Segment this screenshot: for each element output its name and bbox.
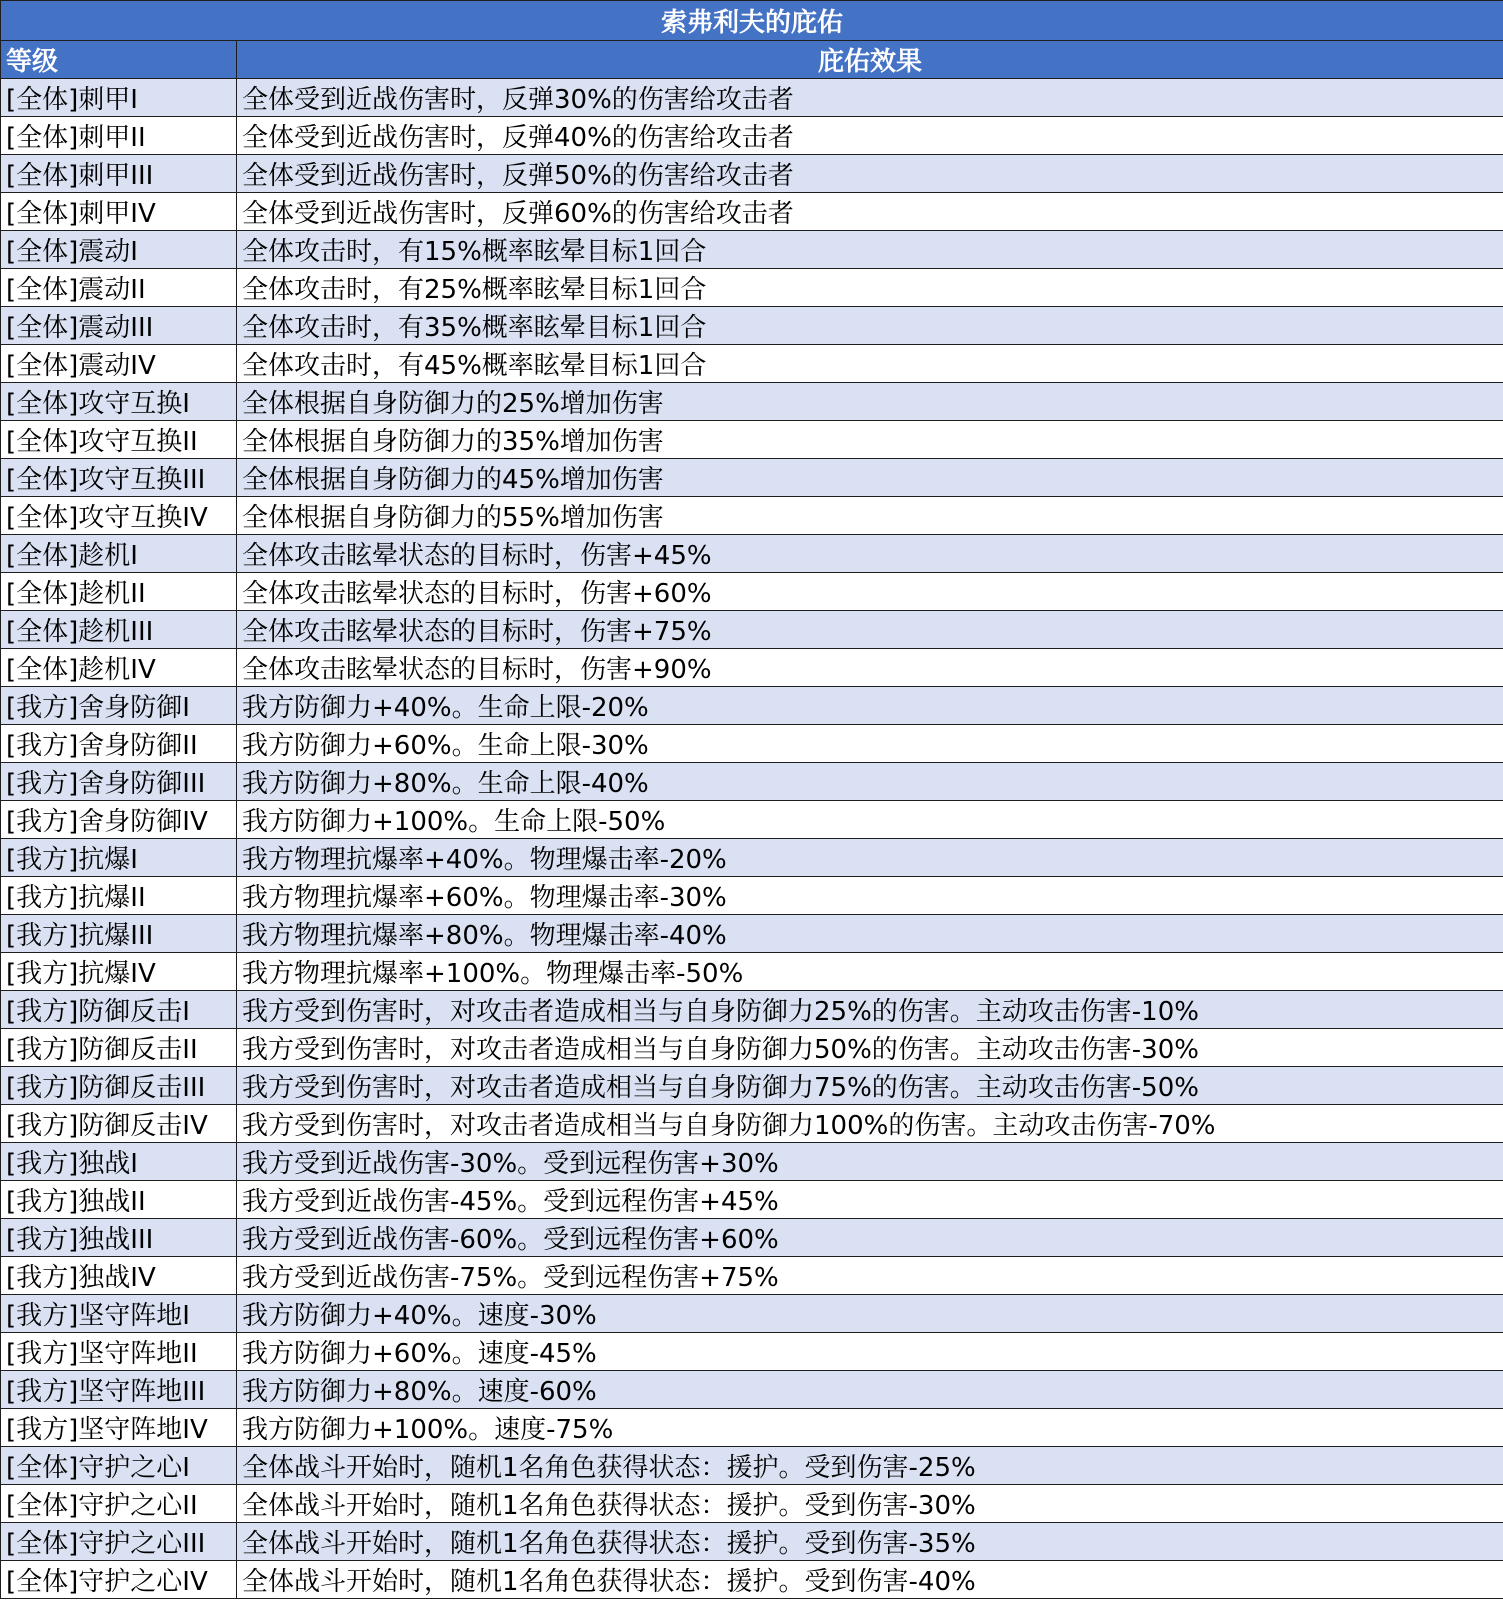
table-row xyxy=(1,573,1503,611)
level-cell[interactable]: [我方]抗爆II xyxy=(1,877,237,915)
table-row xyxy=(1,1181,1503,1219)
effect-cell[interactable]: 全体战斗开始时，随机1名角色获得状态：援护。受到伤害-35% xyxy=(237,1523,1503,1561)
effect-cell[interactable]: 全体受到近战伤害时，反弹40%的伤害给攻击者 xyxy=(237,117,1503,155)
effect-cell[interactable]: 全体根据自身防御力的45%增加伤害 xyxy=(237,459,1503,497)
column-header-effect[interactable]: 庇佑效果 xyxy=(237,41,1503,79)
effect-cell[interactable]: 全体受到近战伤害时，反弹60%的伤害给攻击者 xyxy=(237,193,1503,231)
level-cell[interactable]: [全体]震动I xyxy=(1,231,237,269)
effect-cell[interactable]: 全体攻击眩晕状态的目标时，伤害+60% xyxy=(237,573,1503,611)
level-cell[interactable]: [全体]守护之心II xyxy=(1,1485,237,1523)
effect-cell[interactable]: 我方防御力+40%。生命上限-20% xyxy=(237,687,1503,725)
effect-cell[interactable]: 我方防御力+80%。速度-60% xyxy=(237,1371,1503,1409)
level-cell[interactable]: [全体]刺甲III xyxy=(1,155,237,193)
level-cell[interactable]: [全体]趁机II xyxy=(1,573,237,611)
table-row xyxy=(1,725,1503,763)
effect-cell[interactable]: 全体攻击时，有25%概率眩晕目标1回合 xyxy=(237,269,1503,307)
level-cell[interactable]: [我方]坚守阵地IV xyxy=(1,1409,237,1447)
effect-cell[interactable]: 全体根据自身防御力的35%增加伤害 xyxy=(237,421,1503,459)
effect-cell[interactable]: 我方物理抗爆率+60%。物理爆击率-30% xyxy=(237,877,1503,915)
table-row xyxy=(1,1219,1503,1257)
table-row xyxy=(1,1485,1503,1523)
table-row xyxy=(1,117,1503,155)
level-cell[interactable]: [我方]独战I xyxy=(1,1143,237,1181)
table-row xyxy=(1,1257,1503,1295)
level-cell[interactable]: [全体]趁机I xyxy=(1,535,237,573)
table-row xyxy=(1,915,1503,953)
table-row xyxy=(1,763,1503,801)
level-cell[interactable]: [全体]攻守互换II xyxy=(1,421,237,459)
level-cell[interactable]: [我方]舍身防御I xyxy=(1,687,237,725)
effect-cell[interactable]: 全体攻击眩晕状态的目标时，伤害+75% xyxy=(237,611,1503,649)
table-row xyxy=(1,383,1503,421)
level-cell[interactable]: [我方]抗爆III xyxy=(1,915,237,953)
level-cell[interactable]: [我方]抗爆I xyxy=(1,839,237,877)
level-cell[interactable]: [全体]震动III xyxy=(1,307,237,345)
header-row xyxy=(1,41,1503,79)
level-cell[interactable]: [我方]坚守阵地II xyxy=(1,1333,237,1371)
level-cell[interactable]: [我方]舍身防御II xyxy=(1,725,237,763)
effect-cell[interactable]: 全体战斗开始时，随机1名角色获得状态：援护。受到伤害-30% xyxy=(237,1485,1503,1523)
table-row xyxy=(1,801,1503,839)
level-cell[interactable]: [全体]守护之心IV xyxy=(1,1561,237,1599)
table-row xyxy=(1,1523,1503,1561)
level-cell[interactable]: [我方]独战III xyxy=(1,1219,237,1257)
effect-cell[interactable]: 我方物理抗爆率+80%。物理爆击率-40% xyxy=(237,915,1503,953)
table-row xyxy=(1,1561,1503,1599)
effect-cell[interactable]: 全体受到近战伤害时，反弹30%的伤害给攻击者 xyxy=(237,79,1503,117)
table-row xyxy=(1,649,1503,687)
table-row xyxy=(1,1447,1503,1485)
level-cell[interactable]: [我方]舍身防御IV xyxy=(1,801,237,839)
effect-cell[interactable]: 我方受到伤害时，对攻击者造成相当与自身防御力75%的伤害。主动攻击伤害-50% xyxy=(237,1067,1503,1105)
level-cell[interactable]: [我方]坚守阵地I xyxy=(1,1295,237,1333)
effect-cell[interactable]: 我方受到伤害时，对攻击者造成相当与自身防御力100%的伤害。主动攻击伤害-70% xyxy=(237,1105,1503,1143)
level-cell[interactable]: [全体]守护之心III xyxy=(1,1523,237,1561)
level-cell[interactable]: [全体]刺甲II xyxy=(1,117,237,155)
effect-cell[interactable]: 我方物理抗爆率+40%。物理爆击率-20% xyxy=(237,839,1503,877)
effect-cell[interactable]: 全体攻击时，有35%概率眩晕目标1回合 xyxy=(237,307,1503,345)
title-row xyxy=(1,1,1503,41)
table-row xyxy=(1,839,1503,877)
level-cell[interactable]: [我方]防御反击I xyxy=(1,991,237,1029)
table-row xyxy=(1,1029,1503,1067)
level-cell[interactable]: [全体]刺甲I xyxy=(1,79,237,117)
table-body xyxy=(1,79,1503,1599)
level-cell[interactable]: [全体]趁机III xyxy=(1,611,237,649)
level-cell[interactable]: [全体]攻守互换I xyxy=(1,383,237,421)
table-row xyxy=(1,1371,1503,1409)
table-row xyxy=(1,1295,1503,1333)
level-cell[interactable]: [我方]抗爆IV xyxy=(1,953,237,991)
table-row xyxy=(1,497,1503,535)
level-cell[interactable]: [我方]独战IV xyxy=(1,1257,237,1295)
level-cell[interactable]: [全体]趁机IV xyxy=(1,649,237,687)
effect-cell[interactable]: 我方受到近战伤害-75%。受到远程伤害+75% xyxy=(237,1257,1503,1295)
effect-cell[interactable]: 我方受到近战伤害-60%。受到远程伤害+60% xyxy=(237,1219,1503,1257)
level-cell[interactable]: [我方]舍身防御III xyxy=(1,763,237,801)
table-row xyxy=(1,307,1503,345)
table-row xyxy=(1,1409,1503,1447)
effect-cell[interactable]: 我方受到近战伤害-45%。受到远程伤害+45% xyxy=(237,1181,1503,1219)
table-row xyxy=(1,79,1503,117)
table-row xyxy=(1,991,1503,1029)
effect-cell[interactable]: 全体受到近战伤害时，反弹50%的伤害给攻击者 xyxy=(237,155,1503,193)
effect-cell[interactable]: 全体根据自身防御力的55%增加伤害 xyxy=(237,497,1503,535)
effect-cell[interactable]: 全体攻击眩晕状态的目标时，伤害+90% xyxy=(237,649,1503,687)
effect-cell[interactable]: 我方物理抗爆率+100%。物理爆击率-50% xyxy=(237,953,1503,991)
effect-cell[interactable]: 我方受到伤害时，对攻击者造成相当与自身防御力50%的伤害。主动攻击伤害-30% xyxy=(237,1029,1503,1067)
table-row xyxy=(1,953,1503,991)
effect-cell[interactable]: 我方防御力+100%。生命上限-50% xyxy=(237,801,1503,839)
level-cell[interactable]: [全体]震动IV xyxy=(1,345,237,383)
level-cell[interactable]: [全体]震动II xyxy=(1,269,237,307)
effect-cell[interactable]: 我方防御力+100%。速度-75% xyxy=(237,1409,1503,1447)
table-row xyxy=(1,421,1503,459)
effect-cell[interactable]: 全体攻击时，有45%概率眩晕目标1回合 xyxy=(237,345,1503,383)
level-cell[interactable]: [全体]刺甲IV xyxy=(1,193,237,231)
effect-cell[interactable]: 我方防御力+80%。生命上限-40% xyxy=(237,763,1503,801)
level-cell[interactable]: [我方]坚守阵地III xyxy=(1,1371,237,1409)
effect-cell[interactable]: 全体攻击时，有15%概率眩晕目标1回合 xyxy=(237,231,1503,269)
effect-cell[interactable]: 我方受到伤害时，对攻击者造成相当与自身防御力25%的伤害。主动攻击伤害-10% xyxy=(237,991,1503,1029)
table-row xyxy=(1,155,1503,193)
level-cell[interactable]: [我方]独战II xyxy=(1,1181,237,1219)
table-row xyxy=(1,1143,1503,1181)
table-row xyxy=(1,345,1503,383)
table-row xyxy=(1,1067,1503,1105)
level-cell[interactable]: [全体]攻守互换IV xyxy=(1,497,237,535)
table-row xyxy=(1,231,1503,269)
level-cell[interactable]: [我方]防御反击IV xyxy=(1,1105,237,1143)
column-header-level[interactable]: 等级 xyxy=(1,41,237,79)
effect-cell[interactable]: 全体战斗开始时，随机1名角色获得状态：援护。受到伤害-40% xyxy=(237,1561,1503,1599)
table-row xyxy=(1,687,1503,725)
effect-cell[interactable]: 我方防御力+40%。速度-30% xyxy=(237,1295,1503,1333)
table-row xyxy=(1,877,1503,915)
effect-cell[interactable]: 我方防御力+60%。生命上限-30% xyxy=(237,725,1503,763)
effect-cell[interactable]: 我方受到近战伤害-30%。受到远程伤害+30% xyxy=(237,1143,1503,1181)
level-cell[interactable]: [全体]攻守互换III xyxy=(1,459,237,497)
effect-cell[interactable]: 全体根据自身防御力的25%增加伤害 xyxy=(237,383,1503,421)
table-row xyxy=(1,193,1503,231)
table-row xyxy=(1,535,1503,573)
effect-cell[interactable]: 全体攻击眩晕状态的目标时，伤害+45% xyxy=(237,535,1503,573)
level-cell[interactable]: [我方]防御反击III xyxy=(1,1067,237,1105)
table-row xyxy=(1,1333,1503,1371)
level-cell[interactable]: [我方]防御反击II xyxy=(1,1029,237,1067)
level-cell[interactable]: [全体]守护之心I xyxy=(1,1447,237,1485)
effect-cell[interactable]: 全体战斗开始时，随机1名角色获得状态：援护。受到伤害-25% xyxy=(237,1447,1503,1485)
effect-cell[interactable]: 我方防御力+60%。速度-45% xyxy=(237,1333,1503,1371)
table-row xyxy=(1,269,1503,307)
table-title: 索弗利夫的庇佑 xyxy=(1,1,1503,41)
table-row xyxy=(1,1105,1503,1143)
table-row xyxy=(1,611,1503,649)
table-row xyxy=(1,459,1503,497)
